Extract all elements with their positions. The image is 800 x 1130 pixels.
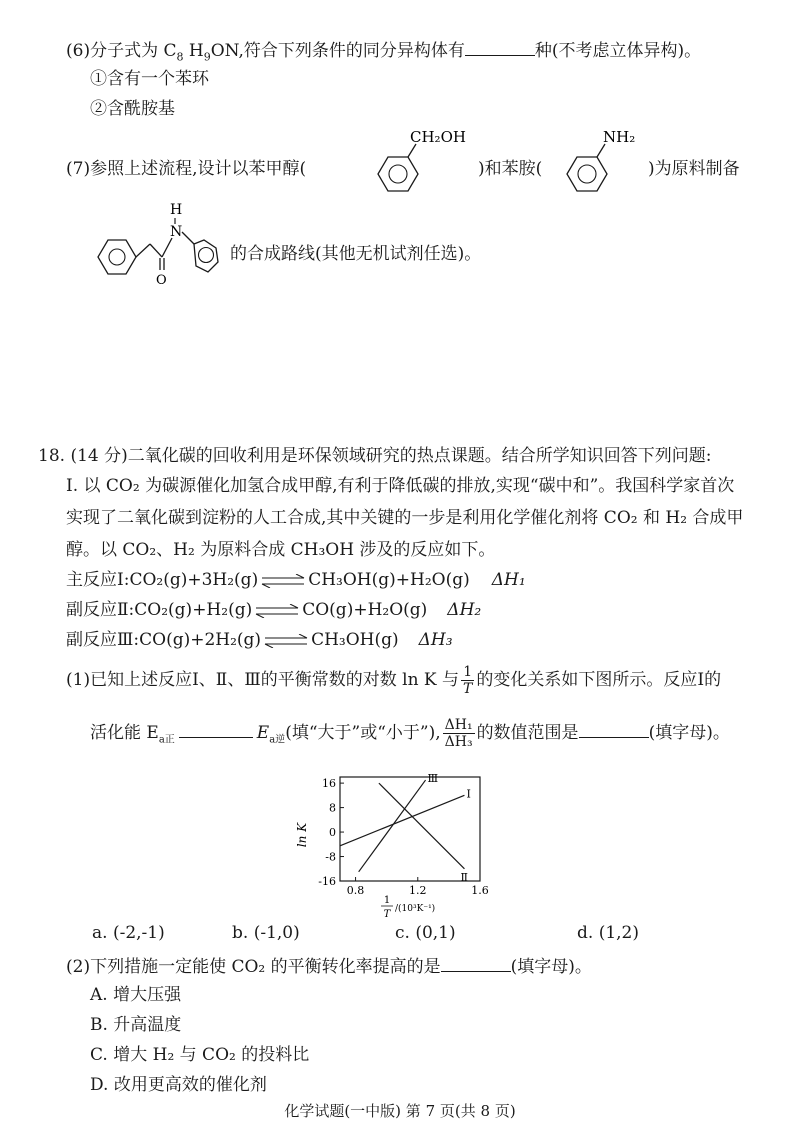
part1-question: 活化能 $E_{a正}$ $E_{a逆}$(填“大于”或“小于”), $\frac{\text{ΔH₁}}{\text{ΔH₃}}$ 的数值范围是 (填字母)。 bbox=[90, 717, 730, 750]
option-b: b. (-1,0) bbox=[232, 923, 300, 943]
q18-intro-line1: Ⅰ. 以 CO₂ 为碳源催化加氢合成甲醇,有利于降低碳的排放,实现“碳中和”。我国科学家首次 bbox=[66, 476, 735, 496]
y-tick-label: -8 bbox=[325, 850, 336, 864]
q18-intro-line3: 醇。以 CO₂、H₂ 为原料合成 CH₃OH 涉及的反应如下。 bbox=[66, 540, 496, 560]
amide-h-label: H bbox=[170, 202, 183, 218]
fraction-dh1-over-dh3: $\frac{\text{ΔH₁}}{\text{ΔH₃}}$ bbox=[444, 717, 473, 750]
series-line-3 bbox=[359, 780, 426, 872]
reaction-1: 主反应Ⅰ:CO₂(g)+3H₂(g) CH₃OH(g)+H₂O(g) ΔH₁ bbox=[66, 570, 526, 590]
choice-b: B. 升高温度 bbox=[90, 1015, 182, 1035]
lnk-vs-inverse-t-chart bbox=[292, 765, 512, 925]
option-d: d. (1,2) bbox=[577, 923, 639, 943]
aniline-structure bbox=[555, 124, 645, 194]
choice-c: C. 增大 H₂ 与 CO₂ 的投料比 bbox=[90, 1045, 310, 1065]
fraction-1-over-t: $\frac{1}{T}$ bbox=[463, 664, 473, 697]
equilibrium-arrow-icon bbox=[254, 604, 300, 618]
page-footer: 化学试题(一中版) 第 7 页(共 8 页) bbox=[284, 1102, 516, 1120]
carbonyl-o-label: O bbox=[156, 273, 167, 287]
x-axis-label-den: T bbox=[383, 909, 391, 920]
part1-stem: (1)已知上述反应Ⅰ、Ⅱ、Ⅲ的平衡常数的对数 ln K 与 $\frac{1}{T}$ 的变化关系如下图所示。反应Ⅰ的 bbox=[66, 664, 722, 697]
q7-stem-post: )为原料制备 bbox=[648, 159, 740, 179]
answer-blank[interactable] bbox=[179, 720, 253, 738]
option-c: c. (0,1) bbox=[395, 923, 456, 943]
q6-condition-1: ①含有一个苯环 bbox=[90, 69, 209, 89]
nh2-label: NH₂ bbox=[603, 128, 636, 146]
reaction-3: 副反应Ⅲ:CO(g)+2H₂(g) CH₃OH(g) ΔH₃ bbox=[66, 630, 453, 650]
series-label-3: Ⅲ bbox=[427, 772, 439, 786]
q18-header: 18. (14 分)二氧化碳的回收利用是环保领域研究的热点课题。结合所学知识回答下列问题: bbox=[38, 446, 712, 466]
answer-blank[interactable] bbox=[579, 720, 649, 738]
choice-d: D. 改用更高效的催化剂 bbox=[90, 1075, 267, 1095]
part2-stem: (2)下列措施一定能使 CO₂ 的平衡转化率提高的是 (填字母)。 bbox=[66, 954, 592, 978]
ch2oh-label: CH₂OH bbox=[410, 128, 466, 146]
y-axis-label: ln K bbox=[295, 822, 309, 848]
x-axis-label-num: 1 bbox=[383, 895, 391, 906]
amide-n-label: N bbox=[170, 224, 183, 240]
y-tick-label: 8 bbox=[329, 801, 336, 815]
x-tick-label: 1.6 bbox=[471, 884, 489, 897]
series-line-1 bbox=[340, 795, 464, 845]
x-tick-label: 1.2 bbox=[409, 884, 427, 897]
series-label-1: Ⅰ bbox=[466, 787, 471, 801]
q18-intro-line2: 实现了二氧化碳到淀粉的人工合成,其中关键的一步是利用化学催化剂将 CO₂ 和 H₂ 合成甲 bbox=[66, 508, 744, 528]
plot-frame bbox=[340, 777, 480, 881]
option-a: a. (-2,-1) bbox=[92, 923, 165, 943]
equilibrium-arrow-icon bbox=[263, 634, 309, 648]
q7-stem-mid: )和苯胺( bbox=[478, 159, 543, 179]
x-tick-label: 0.8 bbox=[346, 884, 365, 897]
choice-a: A. 增大压强 bbox=[90, 985, 182, 1005]
x-axis-label-unit: /(10³K⁻¹) bbox=[395, 904, 436, 914]
y-tick-label: -16 bbox=[318, 875, 336, 888]
target-amide-structure bbox=[92, 192, 232, 287]
q6-condition-2: ②含酰胺基 bbox=[90, 99, 175, 119]
answer-blank[interactable] bbox=[465, 38, 535, 56]
q7-tail: 的合成路线(其他无机试剂任选)。 bbox=[230, 244, 482, 264]
q6-stem: (6)分子式为 $C_8$ $H_9ON$,符合下列条件的同分异构体有 种(不考虑立体异构)。 bbox=[66, 38, 701, 68]
q7-stem-pre: (7)参照上述流程,设计以苯甲醇( bbox=[66, 159, 307, 179]
y-tick-label: 0 bbox=[329, 826, 336, 840]
answer-blank[interactable] bbox=[441, 954, 511, 972]
series-label-2: Ⅱ bbox=[460, 870, 468, 884]
y-tick-label: 16 bbox=[322, 777, 336, 791]
reaction-2: 副反应Ⅱ:CO₂(g)+H₂(g) CO(g)+H₂O(g) ΔH₂ bbox=[66, 600, 482, 620]
benzyl-alcohol-structure bbox=[360, 124, 470, 194]
equilibrium-arrow-icon bbox=[260, 574, 306, 588]
